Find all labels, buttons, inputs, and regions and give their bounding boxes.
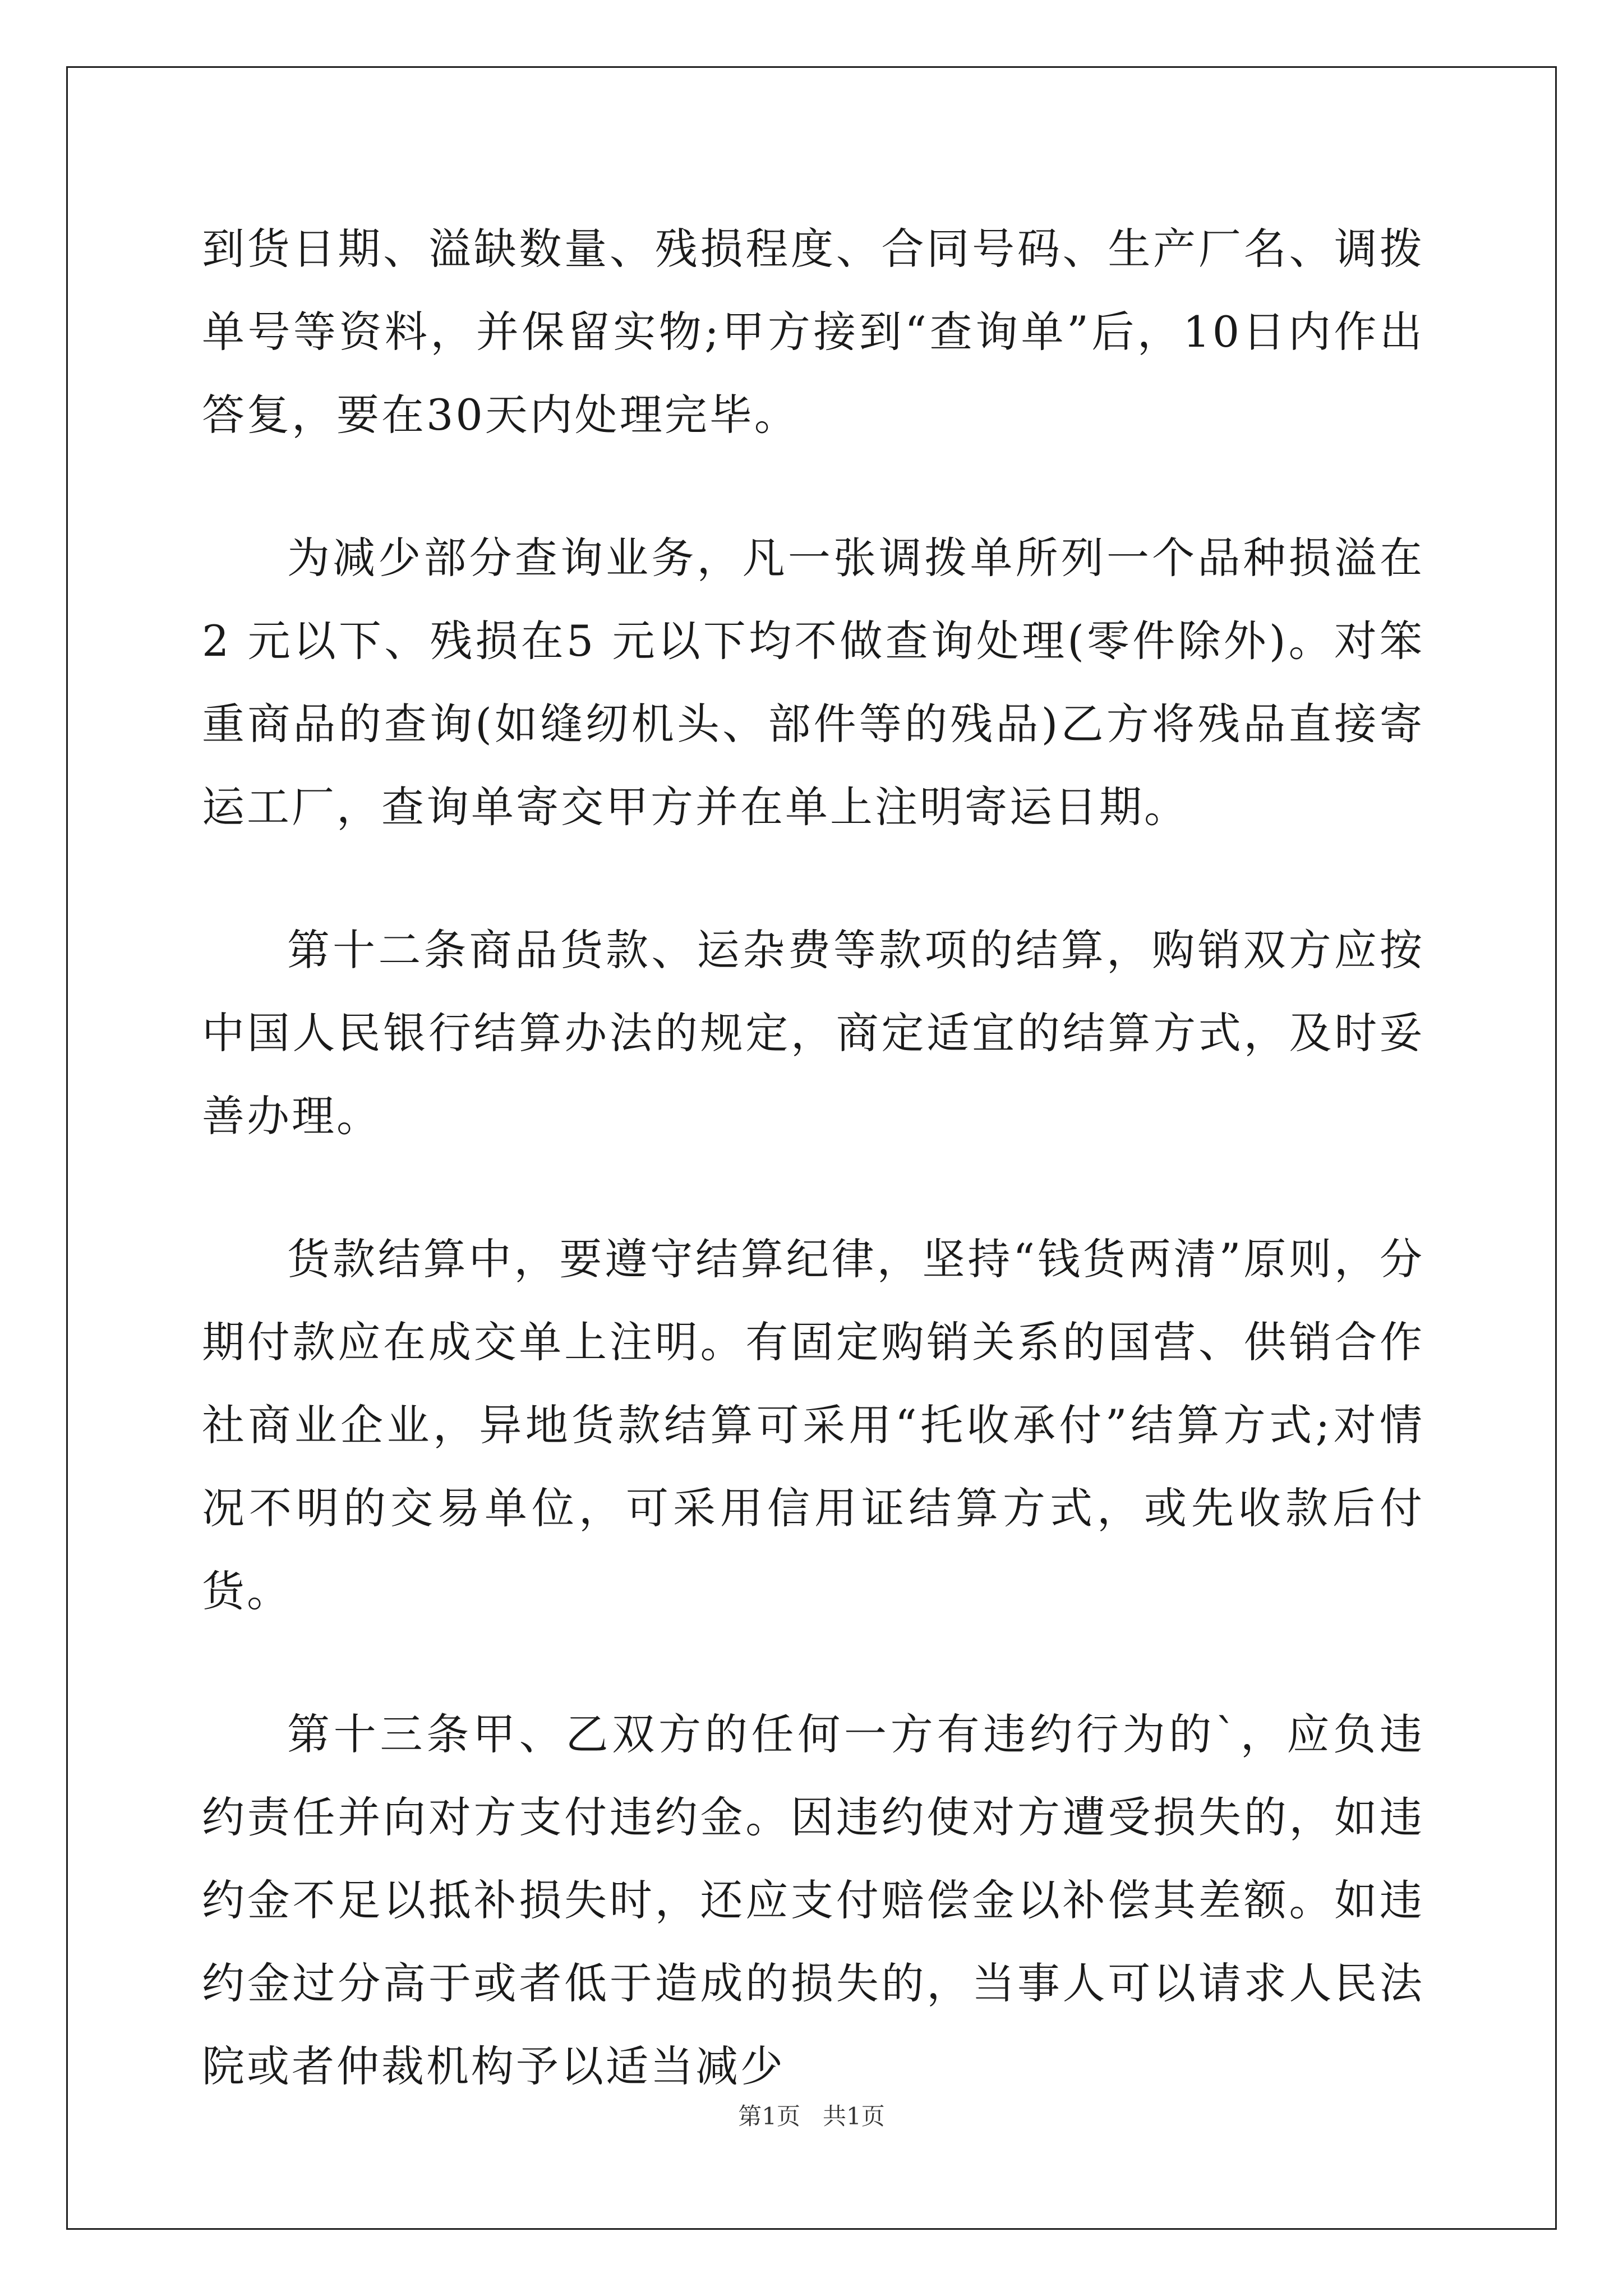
document-body (202, 208, 1424, 2108)
paragraph-article-13: 第十三条甲、乙双方的任何一方有违约行为的`，应负违约责任并向对方支付违约金。因违约使对方遭受损失的，如违约金不足以抵补损失时，还应支付赔偿金以补偿其差额。如违约金过分高于或者低于造成的损失的，当事人可以请求人民法院或者仲裁机构予以适当减少 (202, 1709, 1424, 2091)
paragraph-article-12: 第十二条商品货款、运杂费等款项的结算，购销双方应按中国人民银行结算办法的规定，商定适宜的结算方式，及时妥善办理。 (202, 925, 1424, 1141)
paragraph-continued: 到货日期、溢缺数量、残损程度、合同号码、生产厂名、调拨单号等资料，并保留实物;甲方接到“查询单”后，10日内作出答复，要在30天内处理完毕。 (202, 224, 1424, 440)
paragraph-query-rules: 为减少部分查询业务，凡一张调拨单所列一个品种损溢在2 元以下、残损在5 元以下均不做查询处理(零件除外)。对笨重商品的查询(如缝纫机头、部件等的残品)乙方将残品直接寄运工厂，查询单寄交甲方并在单上注明寄运日期。 (202, 533, 1424, 832)
page-number-footer: 第1页 共1页 (738, 2102, 885, 2130)
paragraph-settlement: 货款结算中，要遵守结算纪律，坚持“钱货两清”原则，分期付款应在成交单上注明。有固定购销关系的国营、供销合作社商业企业，异地货款结算可采用“托收承付”结算方式;对情况不明的交易单位，可采用信用证结算方式，或先收款后付货。 (202, 1234, 1424, 1616)
